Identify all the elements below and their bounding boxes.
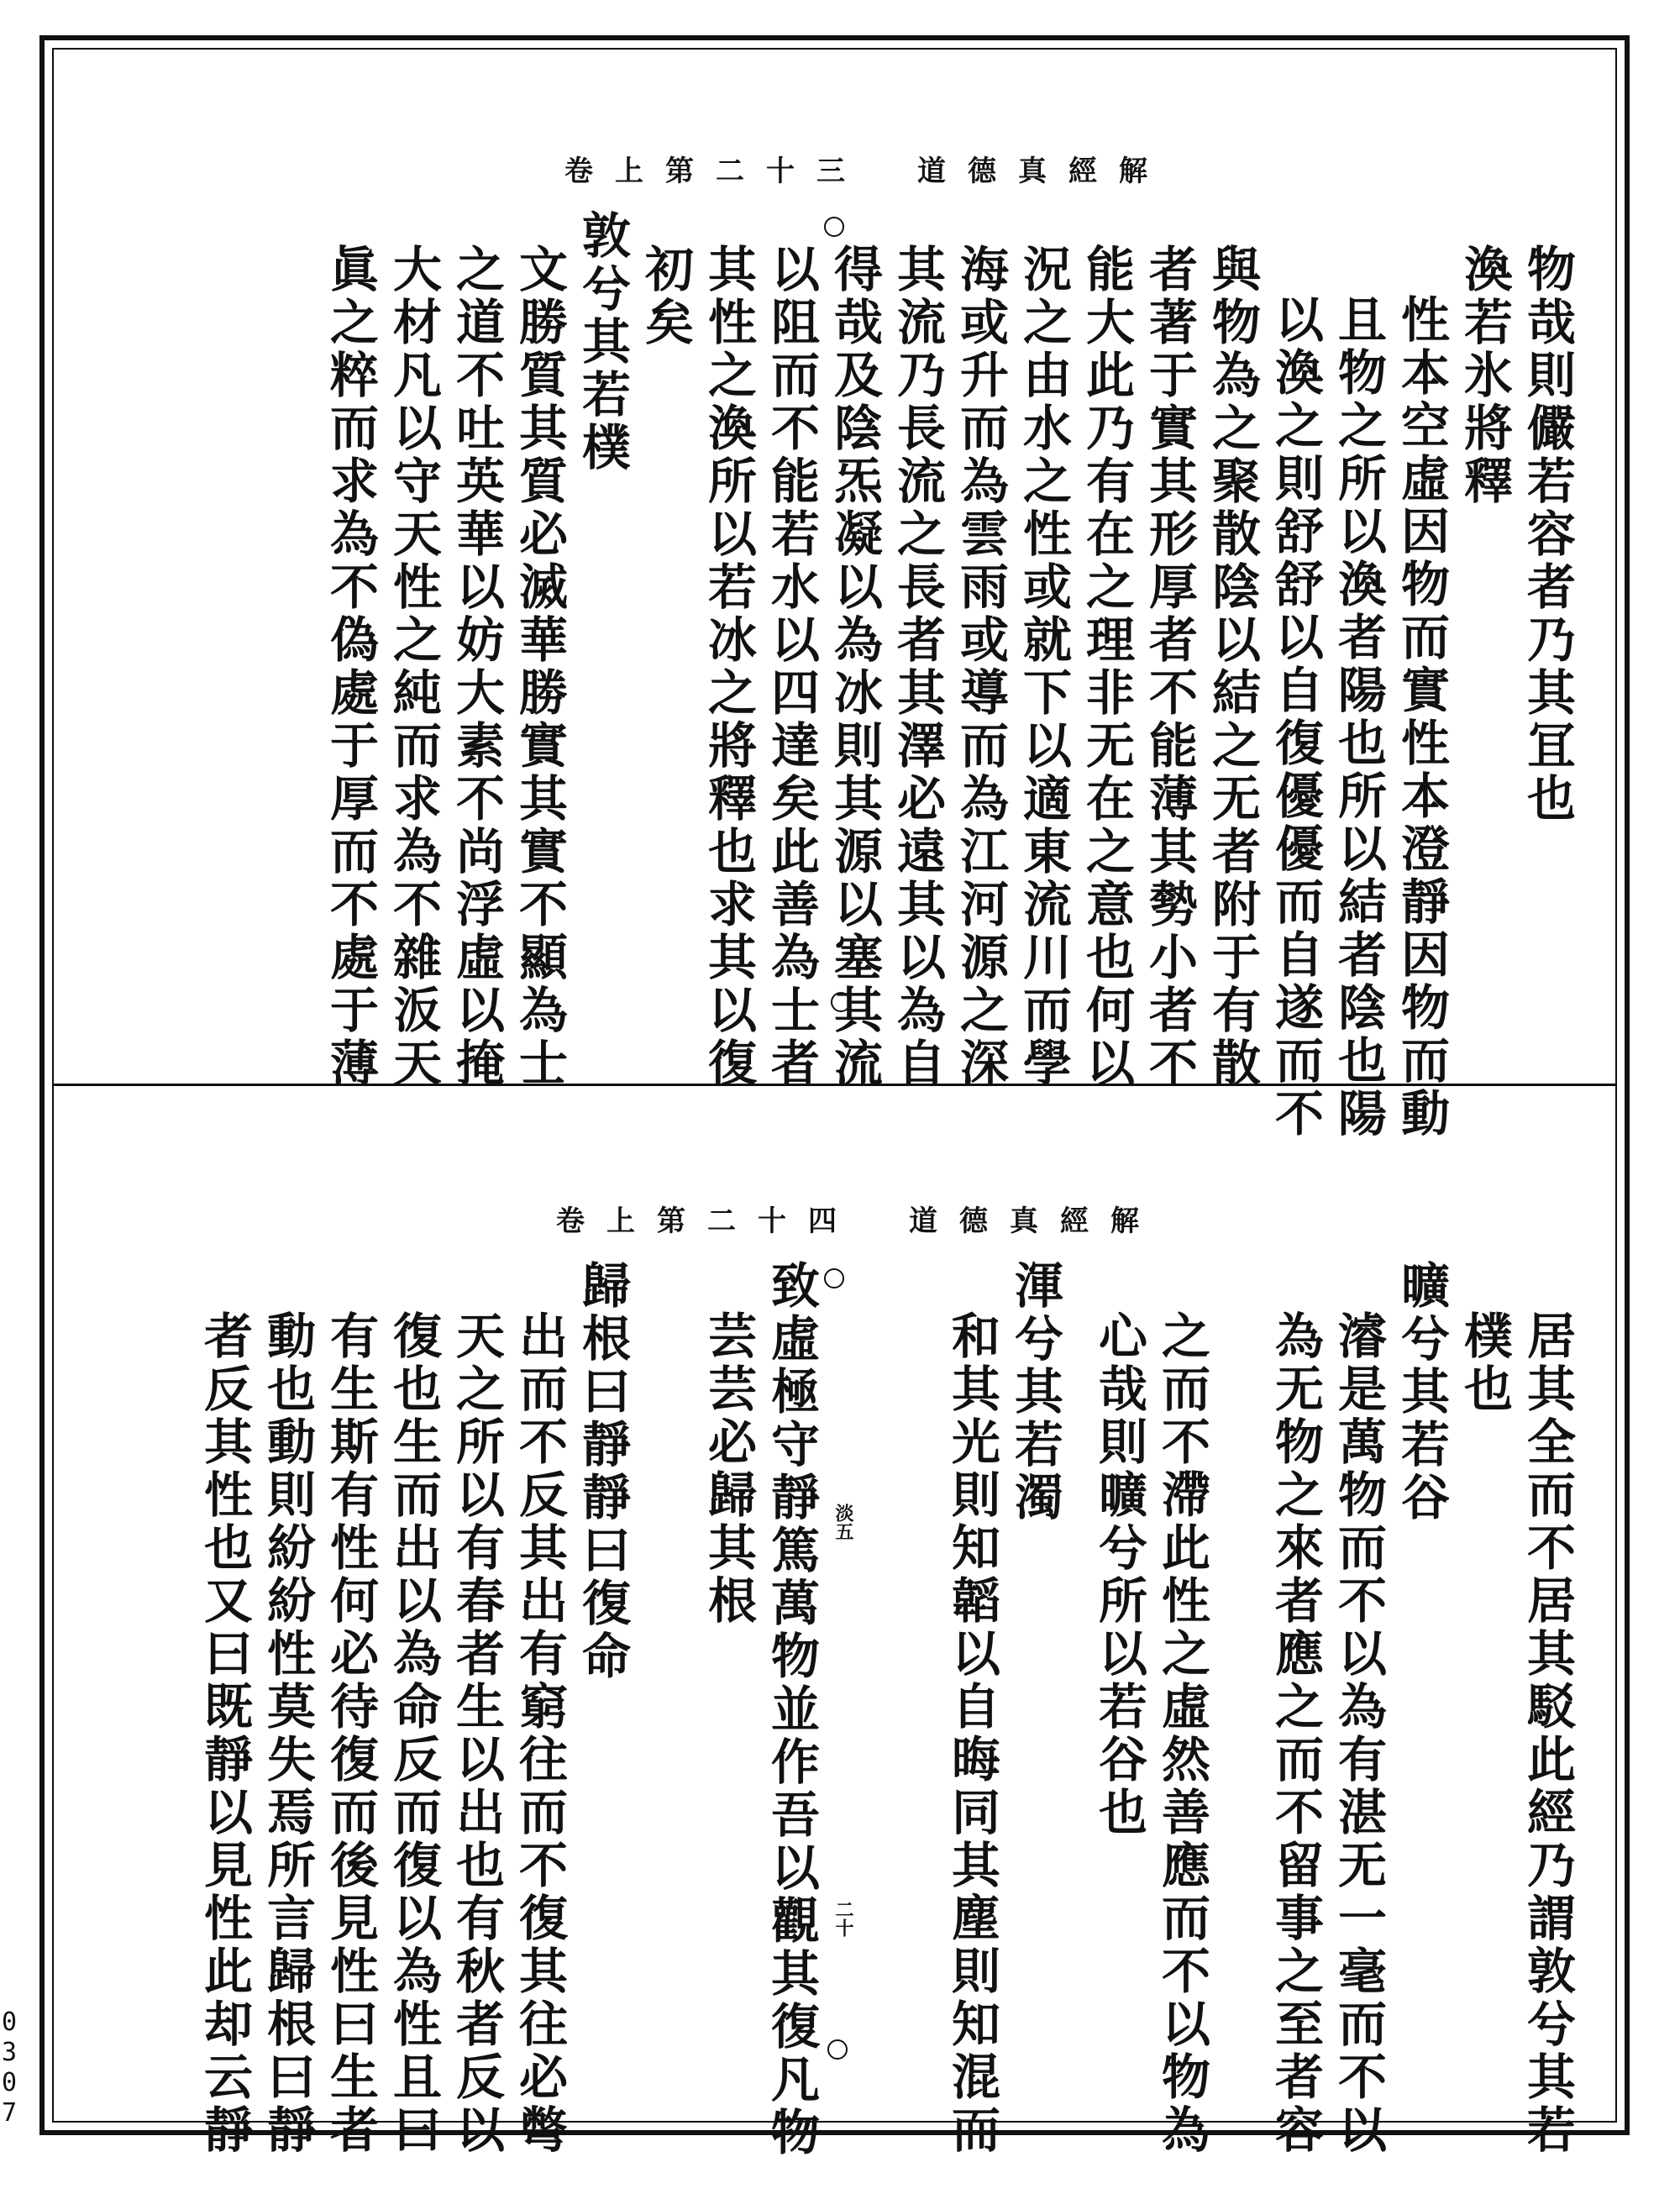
- bottom-text-column: 出而不反其出有窮往而不復其往必彆: [511, 1310, 568, 2157]
- bottom-text-column: 芸芸必歸其根: [700, 1310, 757, 1628]
- bottom-text-column: 心哉則曠兮所以若谷也: [1090, 1310, 1147, 1839]
- top-text-column: 以阻而不能若水以四達矣此善為士者: [763, 244, 820, 1090]
- bottom-text-column: 有生斯有性何必待復而後見性曰生者: [322, 1310, 379, 2157]
- bottom-text-column: 之而不滯此性之虛然善應而不以物為: [1153, 1310, 1210, 2157]
- top-text-column: 初矣: [637, 244, 694, 349]
- top-text-column: 況之由水之性或就下以適東流川而學: [1015, 244, 1072, 1090]
- top-text-column: 眞之粹而求為不偽處于厚而不處于薄: [322, 244, 379, 1090]
- bottom-text-column: 致虛極守靜篤萬物並作吾以觀其復凡物: [763, 1260, 820, 2160]
- bottom-header-section: 卷上第二十四: [556, 1204, 858, 1238]
- top-text-column: 其流乃長流之長者其澤必遠其以為自: [889, 244, 946, 1090]
- bottom-text-column: 為无物之來者應之而不留事之至者容: [1267, 1310, 1324, 2157]
- bottom-text-column: 渾兮其若濁: [1006, 1260, 1063, 1525]
- chapter-marker-note: 淡五: [832, 1504, 854, 1540]
- top-text-column: 者著于實其形厚者不能薄其勢小者不: [1141, 244, 1198, 1090]
- bottom-text-column: 曠兮其若谷: [1393, 1260, 1450, 1525]
- punctuation-circle: [827, 2039, 848, 2060]
- bottom-page-header: [556, 1198, 1161, 1239]
- bottom-text-column: 者反其性也又曰既靜以見性此却云靜: [196, 1310, 253, 2157]
- top-text-column: 其性之渙所以若冰之將釋也求其以復: [700, 244, 757, 1090]
- bottom-text-column: 天之所以有春者生以出也有秋者反以: [448, 1310, 505, 2157]
- top-header-title: 道德真經解: [917, 155, 1169, 188]
- bottom-text-column: 居其全而不居其駁此經乃謂敦兮其若: [1519, 1310, 1576, 2157]
- punctuation-circle: [824, 217, 844, 237]
- bottom-text-column: 濬是萬物而不以為有湛无一毫而不以: [1330, 1310, 1387, 2157]
- chapter-number-note: 二十: [832, 1900, 854, 1937]
- top-text-column: 能大此乃有在之理非无在之意也何以: [1078, 244, 1135, 1090]
- top-text-column: 與物為之聚散陰以結之无者附于有散: [1204, 244, 1261, 1090]
- bottom-header-title: 道德真經解: [909, 1204, 1161, 1238]
- top-text-column: 文勝質其質必滅華勝實其實不顯為士: [511, 244, 568, 1090]
- top-text-column: 海或升而為雲雨或導而為江河源之深: [952, 244, 1009, 1090]
- punctuation-circle: [824, 1268, 844, 1288]
- bottom-text-column: 動也動則紛紛性莫失焉所言歸根曰靜: [259, 1310, 316, 2157]
- top-text-column: 得哉及陰炁凝以為冰則其源以塞其流: [826, 244, 883, 1090]
- top-text-column: 大材凡以守天性之純而求為不雜汳天: [385, 244, 442, 1090]
- top-text-column: 敦兮其若樸: [574, 210, 631, 475]
- bottom-text-column: 歸根曰靜靜曰復命: [574, 1260, 631, 1683]
- bottom-text-column: 復也生而出以為命反而復以為性且曰: [385, 1310, 442, 2157]
- top-text-column: 之道不吐英華以妨大素不尚浮虛以掩: [448, 244, 505, 1090]
- top-text-column: 且物之所以渙者陽也所以結者陰也陽: [1330, 294, 1387, 1141]
- bottom-text-column: 樸也: [1456, 1310, 1513, 1416]
- bottom-text-column: 和其光則知韜以自晦同其塵則知混而: [943, 1310, 1000, 2157]
- top-header-section: 卷上第二十三: [564, 155, 867, 188]
- punctuation-circle: [831, 992, 851, 1012]
- top-page-header: [564, 148, 1169, 189]
- top-text-column: 物哉則儼若容者乃其冝也: [1519, 244, 1576, 826]
- page-number: 0307: [1, 2007, 18, 2128]
- top-text-column: 以渙之則舒舒以自復優優而自遂而不: [1267, 294, 1324, 1141]
- top-text-column: 渙若氷將釋: [1456, 244, 1513, 508]
- top-text-column: 性本空虛因物而實性本澄靜因物而動: [1393, 294, 1450, 1141]
